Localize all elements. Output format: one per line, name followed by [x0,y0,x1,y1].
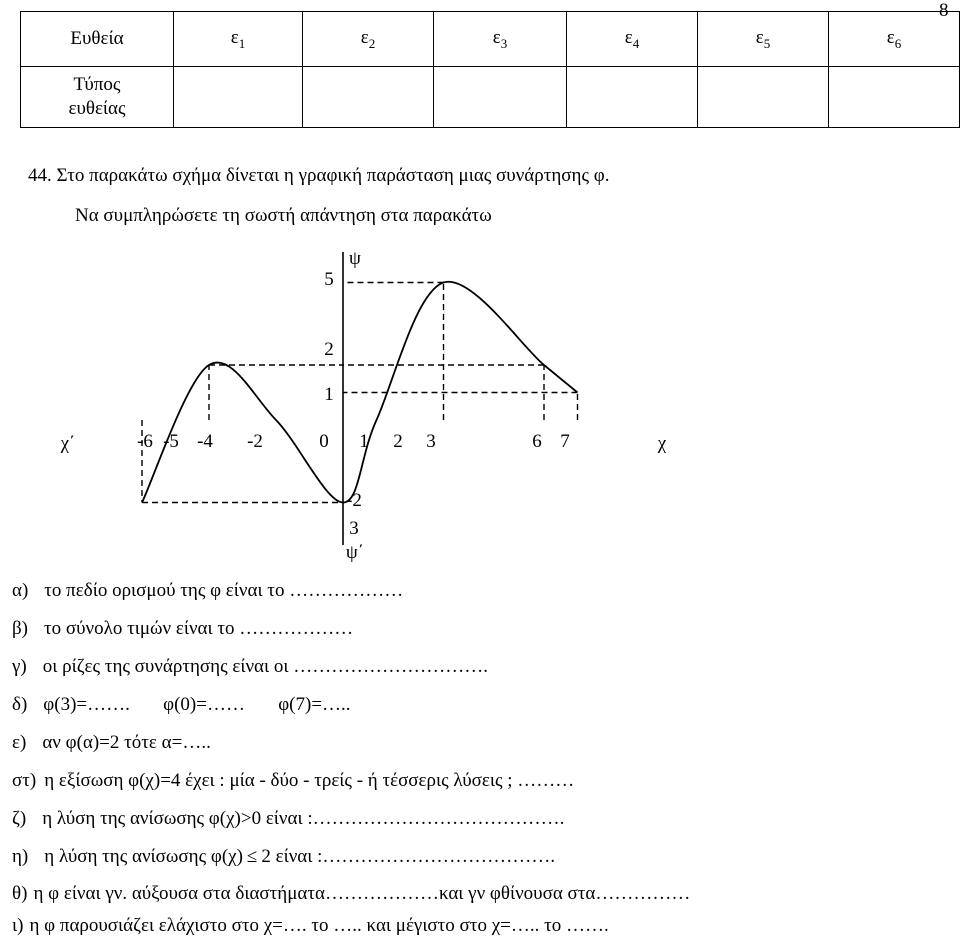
exercise-title: 44. Στο παρακάτω σχήμα δίνεται η γραφική παράσταση μιας συνάρτησης φ. [28,165,610,186]
question-h: η) η λύση της ανίσωσης φ(χ) ≤ 2 είναι :………………………………. [12,846,556,867]
question-i: ι) η φ παρουσιάζει ελάχιστο στο χ=…. το ….. και μέγιστο στο χ=….. το ……. [12,915,609,936]
table-cell-line-6: $\varepsilon_6$ [829,12,960,67]
x-tick-label: 2 [393,431,403,452]
table-cell-line-3: $\varepsilon_3$ [434,12,567,67]
x-tick-label: 0 [319,431,329,452]
exercise-instruction: Να συμπληρώσετε τη σωστή απάντηση στα παρακάτω [75,205,492,226]
question-a: α) το πεδίο ορισμού της φ είναι το ……………… [12,580,404,601]
x-tick-label: 3 [426,431,436,452]
less-equal-symbol: ≤ [246,846,258,867]
y-tick-label: 1 [324,384,334,405]
x-axis-right-label: χ [657,433,667,454]
y-tick-label: 2 [324,339,334,360]
table-cell-line-5: $\varepsilon_5$ [698,12,829,67]
question-e: ε) αν φ(α)=2 τότε α=….. [12,732,211,753]
x-tick-label: -5 [163,431,179,452]
x-tick-label: 7 [560,431,570,452]
x-tick-label: 1 [359,431,369,452]
question-st: στ) η εξίσωση φ(χ)=4 έχει : μία - δύο - τρείς - ή τέσσερις λύσεις ; ……… [12,770,575,791]
table-header-type: Τύπος ευθείας [21,67,174,128]
question-th: θ) η φ είναι γν. αύξουσα στα διαστήματα………………και γν φθίνουσα στα…………… [12,883,691,904]
x-tick-label: -2 [247,431,263,452]
y-tick-label: -2 [346,490,362,511]
y-tick-label: 3 [349,518,359,539]
y-tick-label: 5 [324,269,334,290]
x-axis-left-label: χ΄ [60,433,76,454]
y-axis-top-label: ψ [349,248,361,269]
x-tick-label: -6 [137,431,153,452]
table-cell-line-2: $\varepsilon_2$ [303,12,434,67]
question-b: β) το σύνολο τιμών είναι το ……………… [12,618,354,639]
table-header-line: Ευθεία [21,12,174,67]
table-cell-line-4: $\varepsilon_4$ [567,12,698,67]
page-number: 8 [939,0,949,21]
question-c: γ) οι ρίζες της συνάρτησης είναι οι …………………………. [12,656,488,677]
graph-dashed-guides [142,283,578,503]
question-z: ζ) η λύση της ανίσωσης φ(χ)>0 είναι :…………………………………. [12,808,565,829]
x-tick-label: 6 [532,431,542,452]
y-axis-bottom-label: ψ΄ [345,542,365,563]
graph-labels [60,248,667,563]
table-cell-line-1: $\varepsilon_1$ [174,12,303,67]
question-d: δ) φ(3)=……. φ(0)=…… φ(7)=….. [12,694,351,715]
x-tick-label: -4 [197,431,213,452]
